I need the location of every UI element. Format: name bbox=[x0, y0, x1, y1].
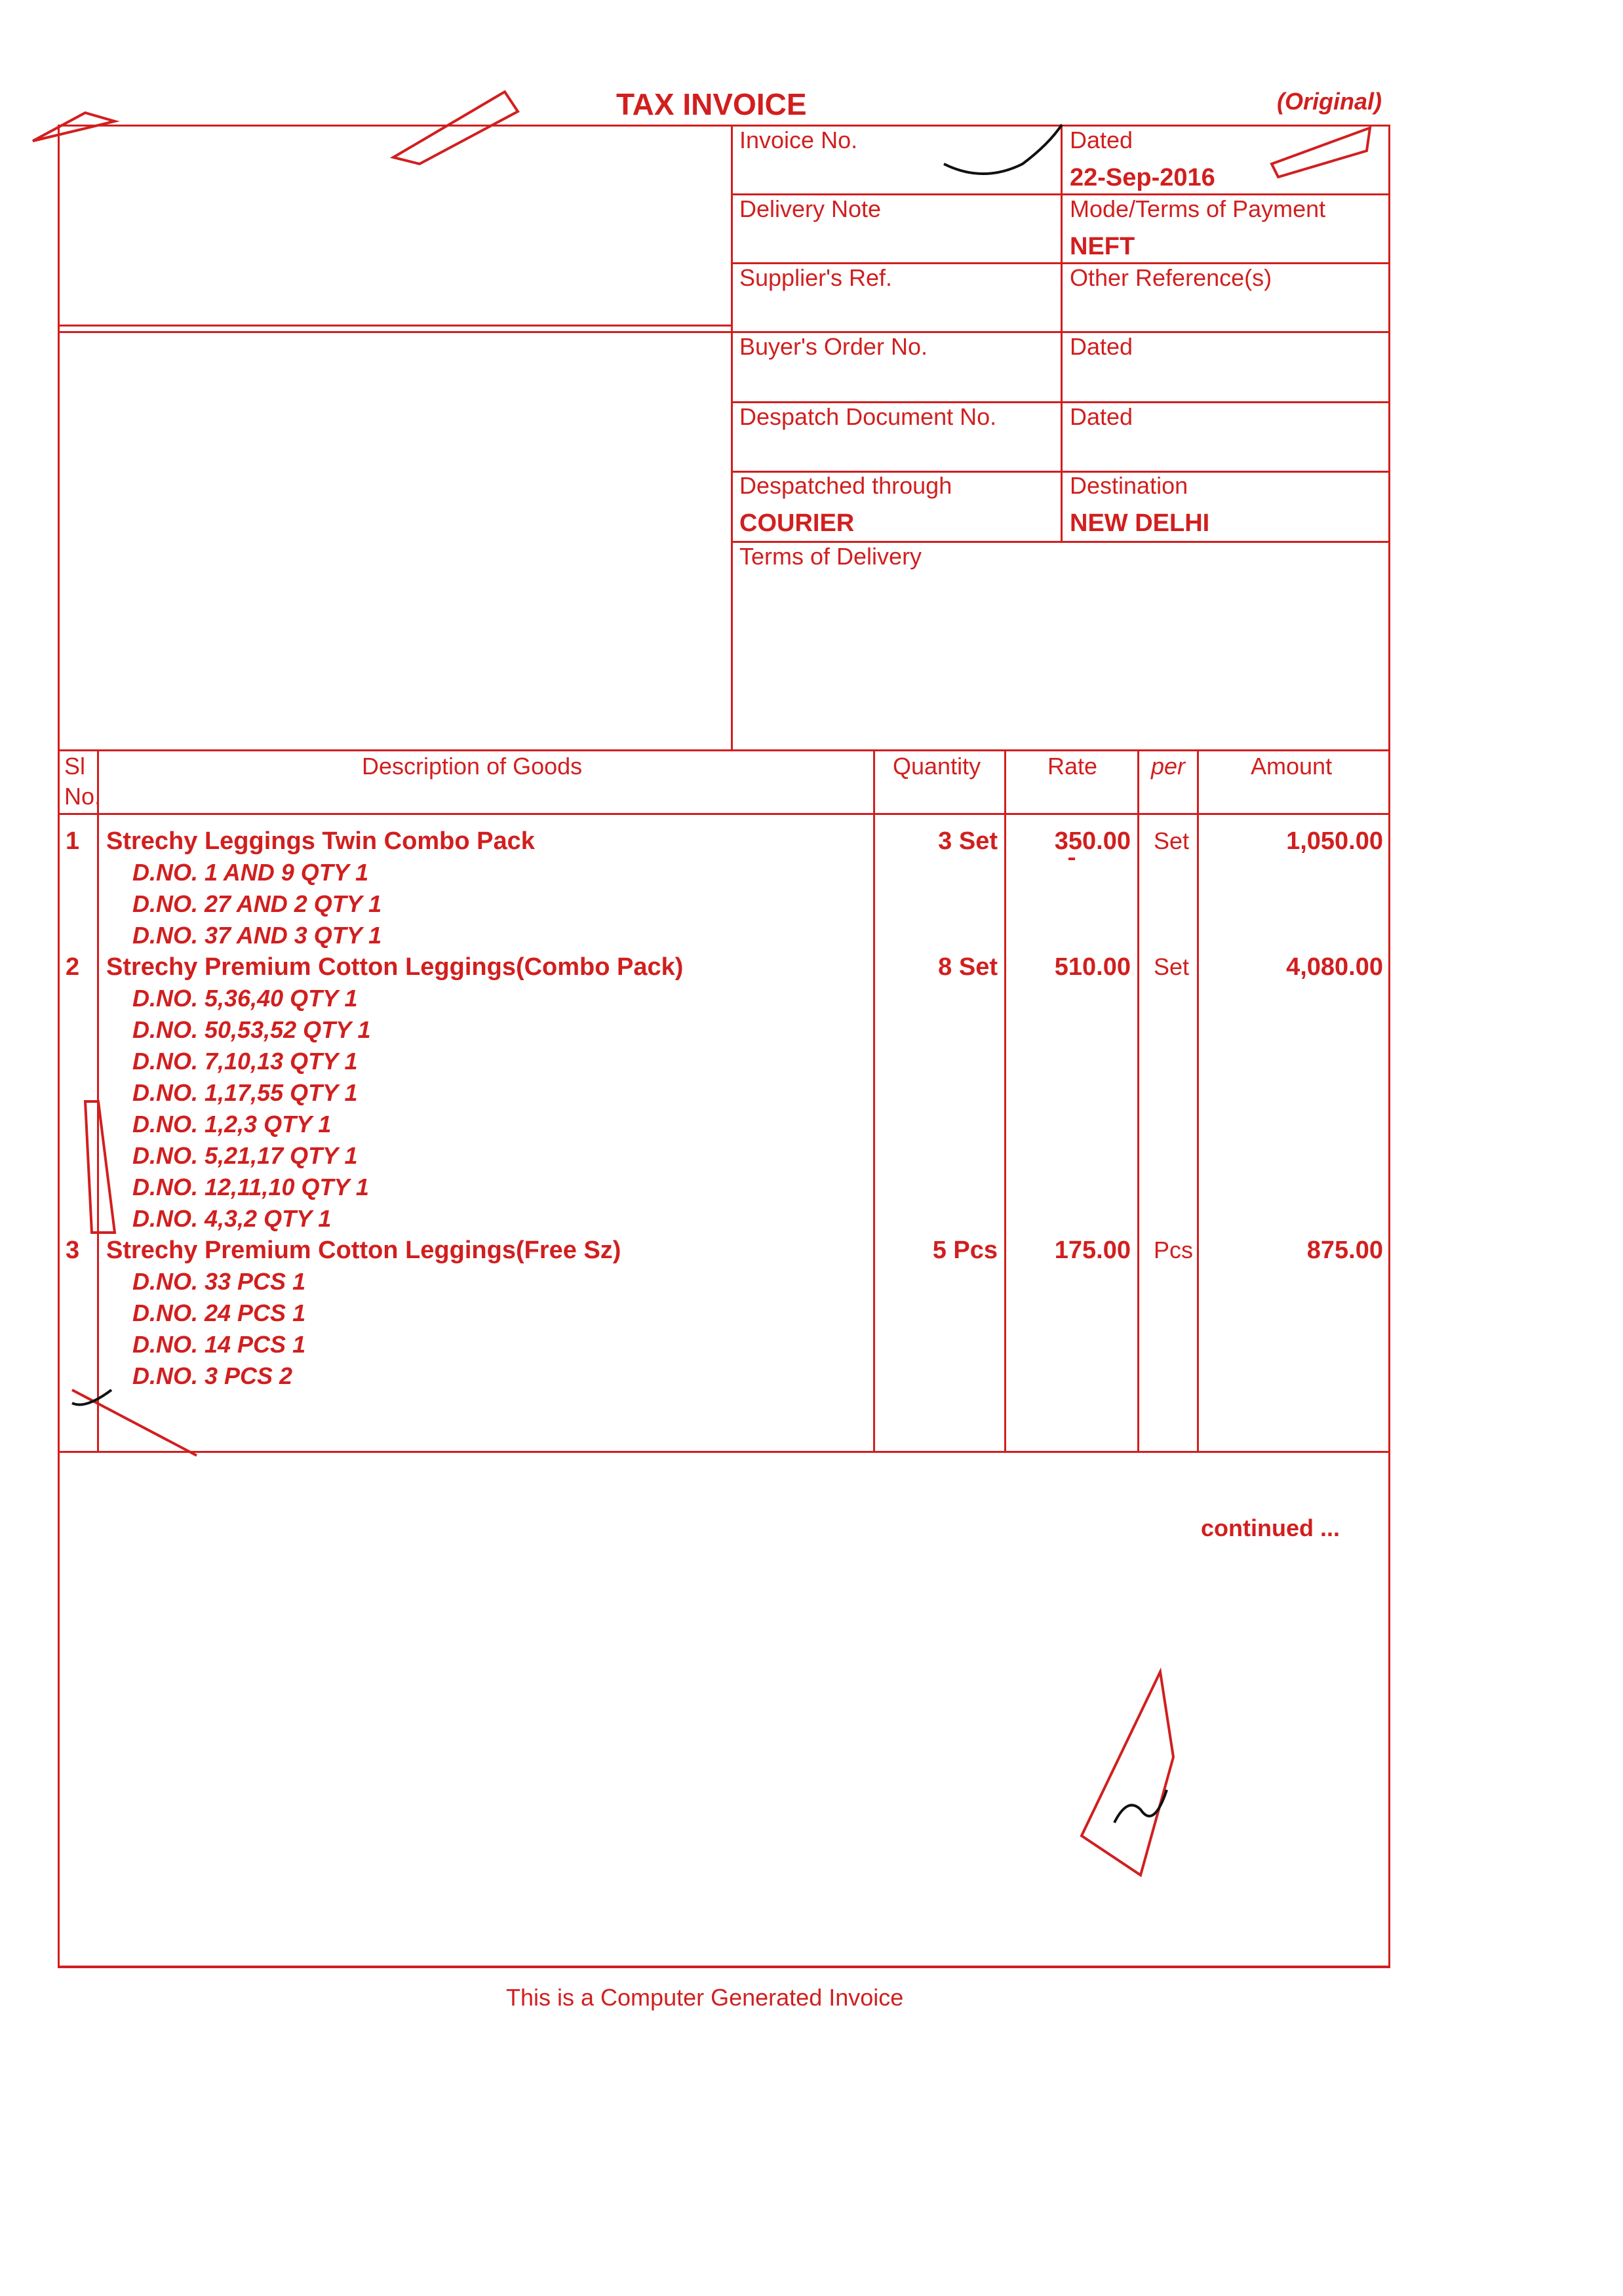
item-detail: D.NO. 4,3,2 QTY 1 bbox=[132, 1205, 332, 1232]
item-per: Pcs bbox=[1154, 1237, 1194, 1263]
item-sl: 3 bbox=[66, 1237, 80, 1264]
item-detail: D.NO. 1 AND 9 QTY 1 bbox=[132, 859, 369, 886]
destination-label: Destination bbox=[1070, 472, 1188, 499]
item-detail: D.NO. 7,10,13 QTY 1 bbox=[132, 1048, 358, 1075]
item-detail: D.NO. 3 PCS 2 bbox=[132, 1362, 293, 1389]
mode-terms-value: NEFT bbox=[1070, 233, 1135, 260]
despatched-through-label: Despatched through bbox=[739, 472, 952, 499]
header-per: per bbox=[1151, 753, 1186, 780]
item-quantity: 3 Set bbox=[938, 827, 998, 855]
item-quantity: 8 Set bbox=[938, 953, 998, 981]
item-detail: D.NO. 24 PCS 1 bbox=[132, 1299, 306, 1326]
item-detail: D.NO. 37 AND 3 QTY 1 bbox=[132, 922, 382, 949]
item-description: Strechy Leggings Twin Combo Pack bbox=[106, 827, 535, 855]
item-detail: D.NO. 33 PCS 1 bbox=[132, 1268, 306, 1295]
header-no: No. bbox=[64, 783, 102, 810]
item-description: Strechy Premium Cotton Leggings(Combo Pack) bbox=[106, 953, 684, 981]
dated2-label: Dated bbox=[1070, 333, 1133, 360]
other-ref-label: Other Reference(s) bbox=[1070, 264, 1272, 291]
header-description: Description of Goods bbox=[362, 753, 583, 780]
header-sl: Sl bbox=[64, 753, 86, 780]
dated-label: Dated bbox=[1070, 127, 1133, 153]
item-detail: D.NO. 14 PCS 1 bbox=[132, 1331, 306, 1358]
item-detail: D.NO. 12,11,10 QTY 1 bbox=[132, 1174, 369, 1200]
invoice-title: TAX INVOICE bbox=[616, 87, 807, 121]
item-per: Set bbox=[1154, 827, 1190, 854]
item-per: Set bbox=[1154, 953, 1190, 980]
buyers-order-label: Buyer's Order No. bbox=[739, 333, 928, 360]
item-amount: 875.00 bbox=[1306, 1237, 1383, 1264]
continued-label: continued ... bbox=[1201, 1514, 1340, 1541]
invoice-no-label: Invoice No. bbox=[739, 127, 858, 153]
delivery-note-label: Delivery Note bbox=[739, 195, 882, 222]
destination-value: NEW DELHI bbox=[1070, 509, 1210, 537]
item-description: Strechy Premium Cotton Leggings(Free Sz) bbox=[106, 1237, 621, 1264]
header-amount: Amount bbox=[1251, 753, 1333, 780]
item-detail: D.NO. 50,53,52 QTY 1 bbox=[132, 1016, 371, 1043]
header-rate: Rate bbox=[1047, 753, 1098, 780]
item-detail: D.NO. 1,17,55 QTY 1 bbox=[132, 1079, 358, 1106]
item-sl: 1 bbox=[66, 827, 80, 855]
item-rate: 350.00 bbox=[1054, 827, 1131, 855]
item-amount: 4,080.00 bbox=[1286, 953, 1383, 981]
despatched-through-value: COURIER bbox=[739, 509, 855, 537]
item-detail: D.NO. 5,21,17 QTY 1 bbox=[132, 1142, 358, 1169]
item-sl: 2 bbox=[66, 953, 80, 981]
item-rate: 510.00 bbox=[1054, 953, 1131, 981]
suppliers-ref-label: Supplier's Ref. bbox=[739, 264, 892, 291]
mode-terms-label: Mode/Terms of Payment bbox=[1070, 195, 1326, 222]
item-detail: D.NO. 1,2,3 QTY 1 bbox=[132, 1111, 332, 1138]
item-detail: D.NO. 5,36,40 QTY 1 bbox=[132, 985, 358, 1012]
copy-tag: (Original) bbox=[1277, 88, 1382, 115]
item-quantity: 5 Pcs bbox=[932, 1237, 998, 1264]
item-amount: 1,050.00 bbox=[1286, 827, 1383, 855]
dated-value: 22-Sep-2016 bbox=[1070, 164, 1215, 191]
terms-delivery-label: Terms of Delivery bbox=[739, 543, 922, 570]
item-rate: 175.00 bbox=[1054, 1237, 1131, 1264]
header-quantity: Quantity bbox=[893, 753, 981, 780]
item-detail: D.NO. 27 AND 2 QTY 1 bbox=[132, 890, 382, 917]
despatch-doc-label: Despatch Document No. bbox=[739, 403, 997, 430]
computer-generated-note: This is a Computer Generated Invoice bbox=[506, 1984, 904, 2011]
dated3-label: Dated bbox=[1070, 403, 1133, 430]
